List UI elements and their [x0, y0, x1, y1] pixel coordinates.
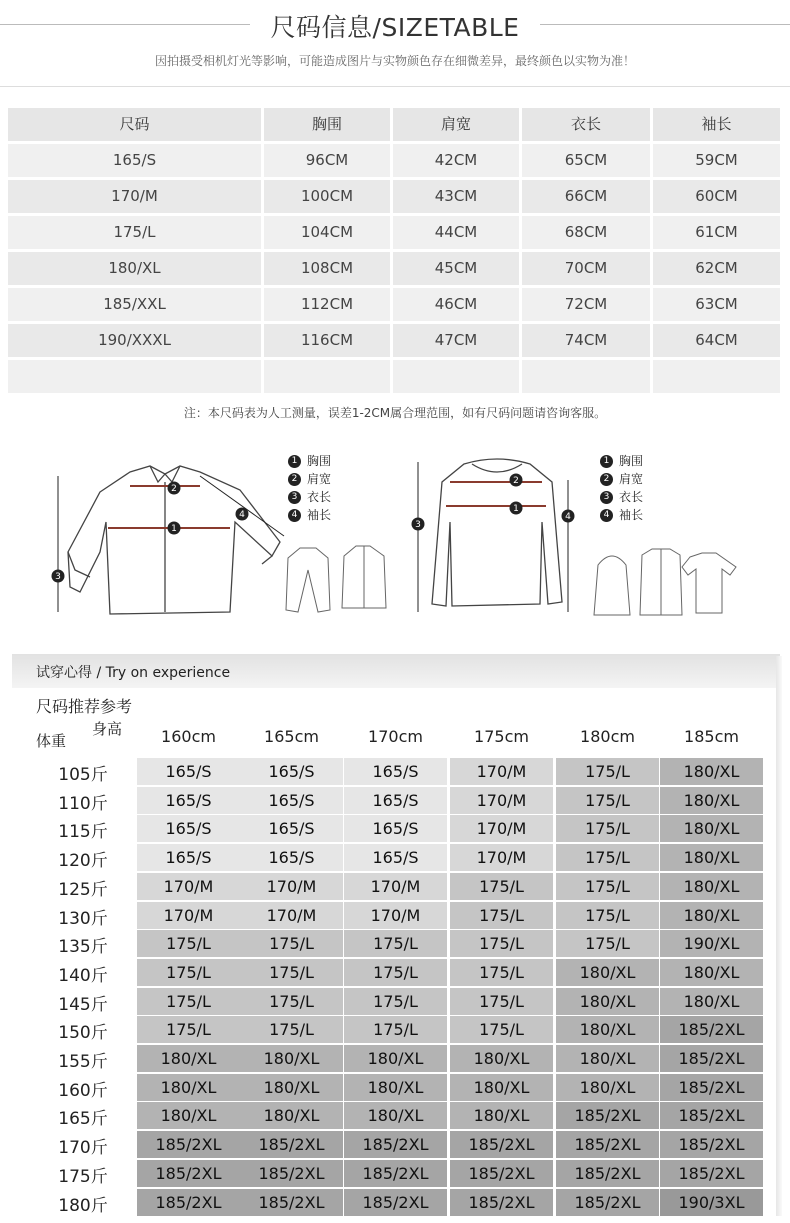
weight-row-label: 180斤 [58, 1195, 108, 1216]
recommend-cell: 180/XL [660, 815, 763, 842]
recommend-cell: 185/2XL [450, 1160, 553, 1187]
recommend-cell: 190/3XL [660, 1189, 763, 1216]
weight-row-label: 145斤 [58, 994, 108, 1015]
header-divider-left [0, 24, 250, 25]
svg-text:3: 3 [55, 572, 61, 582]
legend-label: 胸围 [619, 454, 644, 468]
height-column-header: 175cm [474, 727, 529, 746]
table-row [8, 252, 780, 285]
recommend-cell: 175/L [450, 873, 553, 900]
recommend-cell: 175/L [450, 902, 553, 929]
recommend-cell: 180/XL [240, 1074, 343, 1101]
recommend-cell: 175/L [556, 815, 659, 842]
recommend-cell: 175/L [450, 988, 553, 1015]
recommend-cell: 170/M [137, 902, 240, 929]
recommend-cell: 170/M [450, 844, 553, 871]
recommend-cell: 180/XL [450, 1045, 553, 1072]
sweater-measure-diagram [402, 452, 587, 622]
height-column-header: 165cm [264, 727, 319, 746]
recommend-cell: 165/S [344, 844, 447, 871]
table-cell [653, 360, 780, 393]
recommend-cell: 180/XL [556, 1074, 659, 1101]
recommend-cell: 170/M [450, 815, 553, 842]
recommend-cell: 175/L [137, 930, 240, 957]
try-on-section-header [12, 654, 780, 688]
recommend-cell: 165/S [137, 758, 240, 785]
height-column-header: 160cm [161, 727, 216, 746]
recommend-cell: 185/2XL [450, 1131, 553, 1158]
recommend-cell: 175/L [240, 988, 343, 1015]
svg-text:3: 3 [415, 520, 421, 530]
weight-row-label: 150斤 [58, 1023, 108, 1044]
recommend-cell: 180/XL [137, 1102, 240, 1129]
recommend-cell: 175/L [556, 758, 659, 785]
table-row [8, 324, 780, 357]
legend-item [600, 452, 643, 470]
recommend-cell: 175/L [240, 1016, 343, 1043]
table-row [8, 360, 780, 393]
svg-text:1: 1 [513, 504, 519, 514]
recommend-cell: 165/S [344, 815, 447, 842]
recommend-cell: 170/M [344, 873, 447, 900]
recommend-cell: 170/M [137, 873, 240, 900]
try-on-title: 试穿心得 / Try on experience [36, 665, 231, 681]
recommend-cell: 185/2XL [240, 1160, 343, 1187]
table-cell: 45CM [393, 252, 519, 285]
recommend-cell: 175/L [344, 959, 447, 986]
legend-item [600, 506, 643, 524]
svg-text:1: 1 [171, 524, 177, 534]
legend-item [288, 506, 331, 524]
recommend-cell: 180/XL [344, 1045, 447, 1072]
recommend-cell: 180/XL [240, 1045, 343, 1072]
size-table [8, 108, 780, 396]
recommend-cell: 175/L [240, 959, 343, 986]
table-cell: 63CM [653, 288, 780, 321]
recommend-cell: 180/XL [450, 1074, 553, 1101]
table-cell: 175/L [8, 216, 261, 249]
table-cell: 59CM [653, 144, 780, 177]
recommend-cell: 180/XL [660, 758, 763, 785]
weight-row-label: 130斤 [58, 908, 108, 929]
weight-row-label: 155斤 [58, 1052, 108, 1072]
table-cell [8, 360, 261, 393]
recommend-cell: 175/L [137, 959, 240, 986]
table-cell: 165/S [8, 144, 261, 177]
legend-label: 衣长 [619, 490, 644, 504]
hoodie-thumbnails [590, 545, 740, 620]
height-column-header: 170cm [368, 727, 423, 746]
recommend-cell: 185/2XL [240, 1189, 343, 1216]
legend-label: 袖长 [619, 508, 644, 522]
table-row [8, 288, 780, 321]
recommend-cell: 165/S [137, 844, 240, 871]
recommend-cell: 180/XL [344, 1102, 447, 1129]
weight-row-label: 120斤 [58, 851, 108, 872]
legend-label: 肩宽 [619, 472, 644, 486]
number-badge-icon: 2 [600, 473, 613, 486]
recommend-cell: 165/S [137, 787, 240, 814]
table-cell: 74CM [522, 324, 650, 357]
number-badge-icon: 1 [600, 455, 613, 468]
section-divider [0, 86, 790, 87]
table-cell: 66CM [522, 180, 650, 213]
recommend-cell: 175/L [450, 1016, 553, 1043]
recommend-cell: 165/S [240, 787, 343, 814]
recommend-cell: 175/L [556, 902, 659, 929]
page-header [0, 0, 790, 50]
number-badge-icon: 1 [288, 455, 301, 468]
section-shadow [776, 656, 782, 1216]
table-row [8, 180, 780, 213]
legend-item [600, 488, 643, 506]
recommend-cell: 175/L [137, 988, 240, 1015]
header-divider-right [540, 24, 790, 25]
table-cell: 60CM [653, 180, 780, 213]
recommend-cell: 180/XL [450, 1102, 553, 1129]
recommend-cell: 170/M [240, 902, 343, 929]
measurement-footnote: 注：本尺码表为人工测量，误差1-2CM属合理范围，如有尺码问题请咨询客服。 [183, 406, 607, 420]
table-cell: 116CM [264, 324, 390, 357]
recommend-cell: 185/2XL [660, 1131, 763, 1158]
table-cell: 96CM [264, 144, 390, 177]
recommend-cell: 185/2XL [556, 1160, 659, 1187]
recommend-cell: 185/2XL [556, 1189, 659, 1216]
recommend-cell: 175/L [344, 988, 447, 1015]
recommend-cell: 185/2XL [660, 1045, 763, 1072]
recommend-cell: 165/S [137, 815, 240, 842]
table-cell: 70CM [522, 252, 650, 285]
weight-row-label: 140斤 [58, 965, 108, 986]
legend-label: 肩宽 [307, 472, 332, 486]
recommend-cell: 185/2XL [344, 1160, 447, 1187]
measure-legend-left [288, 452, 331, 524]
number-badge-icon: 3 [288, 491, 301, 504]
measure-legend-right [600, 452, 643, 524]
recommend-cell: 185/2XL [137, 1160, 240, 1187]
recommend-cell: 165/S [344, 758, 447, 785]
legend-item [288, 488, 331, 506]
table-cell: 42CM [393, 144, 519, 177]
number-badge-icon: 3 [600, 491, 613, 504]
weight-row-label: 160斤 [58, 1080, 108, 1101]
recommend-cell: 170/M [240, 873, 343, 900]
table-cell [393, 360, 519, 393]
legend-item [600, 470, 643, 488]
table-cell: 65CM [522, 144, 650, 177]
recommend-cell: 175/L [137, 1016, 240, 1043]
recommend-cell: 175/L [556, 844, 659, 871]
recommend-cell: 180/XL [660, 873, 763, 900]
recommend-cell: 165/S [240, 815, 343, 842]
recommend-cell: 185/2XL [660, 1016, 763, 1043]
recommend-cell: 165/S [240, 844, 343, 871]
legend-item [288, 470, 331, 488]
recommend-cell: 170/M [450, 787, 553, 814]
svg-text:2: 2 [513, 476, 519, 486]
weight-row-label: 165斤 [58, 1109, 108, 1130]
recommend-cell: 185/2XL [240, 1131, 343, 1158]
weight-axis-label: 体重 [36, 732, 67, 750]
recommend-cell: 185/2XL [137, 1131, 240, 1158]
legend-item [288, 452, 331, 470]
column-header: 尺码 [8, 108, 261, 141]
weight-row-label: 175斤 [58, 1166, 108, 1187]
legend-label: 胸围 [307, 454, 332, 468]
recommend-cell: 185/2XL [450, 1189, 553, 1216]
number-badge-icon: 4 [600, 509, 613, 522]
recommend-cell: 185/2XL [137, 1189, 240, 1216]
recommend-cell: 180/XL [556, 1016, 659, 1043]
recommend-cell: 180/XL [660, 988, 763, 1015]
table-cell: 190/XXXL [8, 324, 261, 357]
weight-row-label: 105斤 [58, 765, 108, 785]
table-row [8, 144, 780, 177]
recommend-cell: 180/XL [240, 1102, 343, 1129]
recommend-cell: 175/L [344, 1016, 447, 1043]
table-cell [264, 360, 390, 393]
recommend-cell: 180/XL [137, 1074, 240, 1101]
recommend-cell: 175/L [240, 930, 343, 957]
recommend-cell: 175/L [344, 930, 447, 957]
recommend-cell: 180/XL [660, 902, 763, 929]
column-header: 衣长 [522, 108, 650, 141]
svg-text:2: 2 [171, 484, 177, 494]
height-column-header: 185cm [684, 727, 739, 746]
weight-row-label: 170斤 [58, 1138, 108, 1159]
table-cell: 180/XL [8, 252, 261, 285]
weight-row-label: 115斤 [58, 822, 108, 843]
svg-text:4: 4 [565, 512, 571, 522]
recommend-cell: 180/XL [344, 1074, 447, 1101]
table-cell: 46CM [393, 288, 519, 321]
height-axis-label: 身高 [92, 720, 123, 738]
recommend-cell: 170/M [450, 758, 553, 785]
table-row [8, 216, 780, 249]
legend-label: 衣长 [307, 490, 332, 504]
recommend-cell: 185/2XL [660, 1102, 763, 1129]
recommend-cell: 165/S [240, 758, 343, 785]
shirt-measure-diagram [40, 452, 290, 632]
recommend-cell: 190/XL [660, 930, 763, 957]
table-cell [522, 360, 650, 393]
number-badge-icon: 2 [288, 473, 301, 486]
color-disclaimer: 因拍摄受相机灯光等影响，可能造成图片与实物颜色存在细微差异，最终颜色以实物为准！ [154, 54, 635, 68]
recommend-cell: 185/2XL [556, 1131, 659, 1158]
recommend-cell: 175/L [450, 959, 553, 986]
recommend-cell: 180/XL [556, 959, 659, 986]
recommend-cell: 170/M [344, 902, 447, 929]
recommend-cell: 180/XL [660, 787, 763, 814]
table-cell: 44CM [393, 216, 519, 249]
weight-row-label: 110斤 [58, 793, 108, 814]
weight-row-label: 125斤 [58, 879, 108, 900]
recommend-cell: 180/XL [556, 988, 659, 1015]
recommend-cell: 185/2XL [344, 1189, 447, 1216]
table-cell: 112CM [264, 288, 390, 321]
column-header: 肩宽 [393, 108, 519, 141]
svg-text:4: 4 [239, 510, 245, 520]
table-cell: 170/M [8, 180, 261, 213]
table-cell: 68CM [522, 216, 650, 249]
table-cell: 64CM [653, 324, 780, 357]
number-badge-icon: 4 [288, 509, 301, 522]
recommend-cell: 185/2XL [556, 1102, 659, 1129]
legend-label: 袖长 [307, 508, 332, 522]
table-cell: 108CM [264, 252, 390, 285]
column-header: 胸围 [264, 108, 390, 141]
table-cell: 100CM [264, 180, 390, 213]
recommend-cell: 175/L [556, 787, 659, 814]
table-cell: 61CM [653, 216, 780, 249]
recommend-subtitle: 尺码推荐参考 [36, 697, 133, 716]
height-column-header: 180cm [580, 727, 635, 746]
page-title: 尺码信息/SIZETABLE [270, 13, 520, 42]
recommend-cell: 180/XL [137, 1045, 240, 1072]
recommend-cell: 180/XL [556, 1045, 659, 1072]
recommend-cell: 180/XL [660, 844, 763, 871]
jacket-thumbnails [278, 540, 390, 618]
table-header-row [8, 108, 780, 141]
table-cell: 62CM [653, 252, 780, 285]
recommend-cell: 180/XL [660, 959, 763, 986]
column-header: 袖长 [653, 108, 780, 141]
table-cell: 72CM [522, 288, 650, 321]
recommend-cell: 185/2XL [344, 1131, 447, 1158]
recommend-cell: 175/L [556, 930, 659, 957]
recommend-cell: 185/2XL [660, 1160, 763, 1187]
table-cell: 47CM [393, 324, 519, 357]
recommend-cell: 165/S [344, 787, 447, 814]
recommend-cell: 175/L [450, 930, 553, 957]
recommend-cell: 175/L [556, 873, 659, 900]
table-cell: 104CM [264, 216, 390, 249]
recommend-cell: 185/2XL [660, 1074, 763, 1101]
table-cell: 185/XXL [8, 288, 261, 321]
weight-row-label: 135斤 [58, 937, 108, 958]
table-cell: 43CM [393, 180, 519, 213]
